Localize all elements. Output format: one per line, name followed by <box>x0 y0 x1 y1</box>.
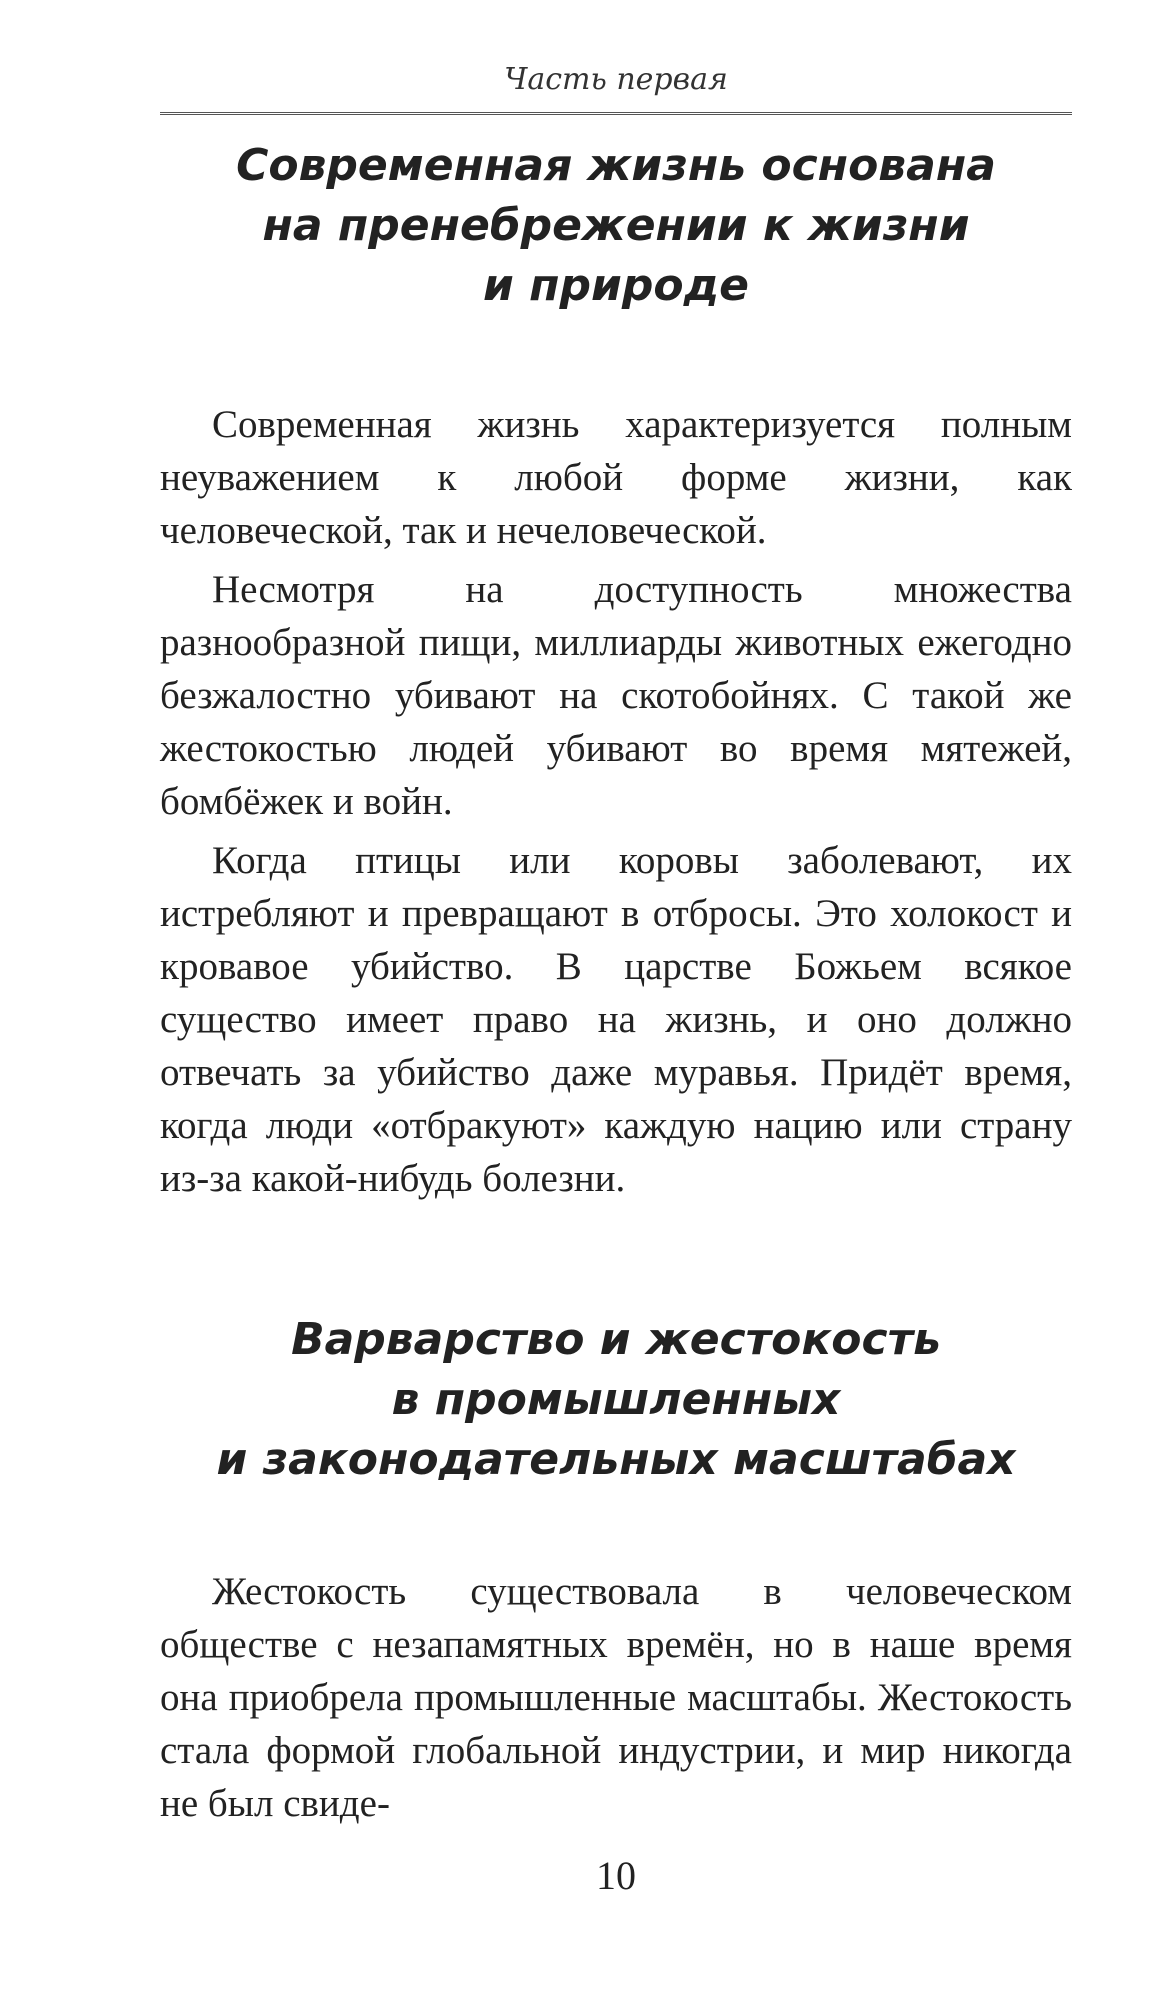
paragraph: Современная жизнь характеризуется полным неуважением к любой форме жизни, как человеческой, так и нечеловеческой. <box>160 403 1072 552</box>
heading-line: и природе <box>483 260 749 311</box>
heading-line: в промышленных <box>391 1374 841 1425</box>
paragraph: Когда птицы или коровы заболевают, их истребляют и превращают в отбросы. Это холокост и кровавое убийство. В царстве Божьем всякое существо имеет право на жизнь, и оно должно отвечать за убийство даже муравья. Придёт время, когда люди «отбракуют» каждую нацию или страну из-за какой-нибудь болезни. <box>160 839 1072 1200</box>
heading-line: Варварство и жестокость <box>291 1314 941 1365</box>
section-2-body <box>160 1565 1072 1830</box>
section-1-body <box>160 398 1072 1205</box>
heading-line: Современная жизнь основана <box>236 140 996 191</box>
page-number: 10 <box>596 1853 636 1898</box>
paragraph: Несмотря на доступность множества разнообразной пищи, миллиарды животных ежегодно безжалостно убивают на скотобойнях. С такой же жестокостью людей убивают во время мятежей, бомбёжек и войн. <box>160 568 1072 823</box>
heading-line: и законодательных масштабах <box>216 1434 1016 1485</box>
section-heading-1 <box>160 136 1072 316</box>
running-header: Часть первая <box>504 62 728 97</box>
heading-line: на пренебрежении к жизни <box>262 200 970 251</box>
header-rule <box>160 112 1072 115</box>
paragraph: Жестокость существовала в человеческом обществе с незапамятных времён, но в наше время она приобрела промышленные масштабы. Жестокость стала формой глобальной индустрии, и мир никогда не был свиде- <box>160 1570 1072 1825</box>
section-heading-2 <box>160 1310 1072 1490</box>
